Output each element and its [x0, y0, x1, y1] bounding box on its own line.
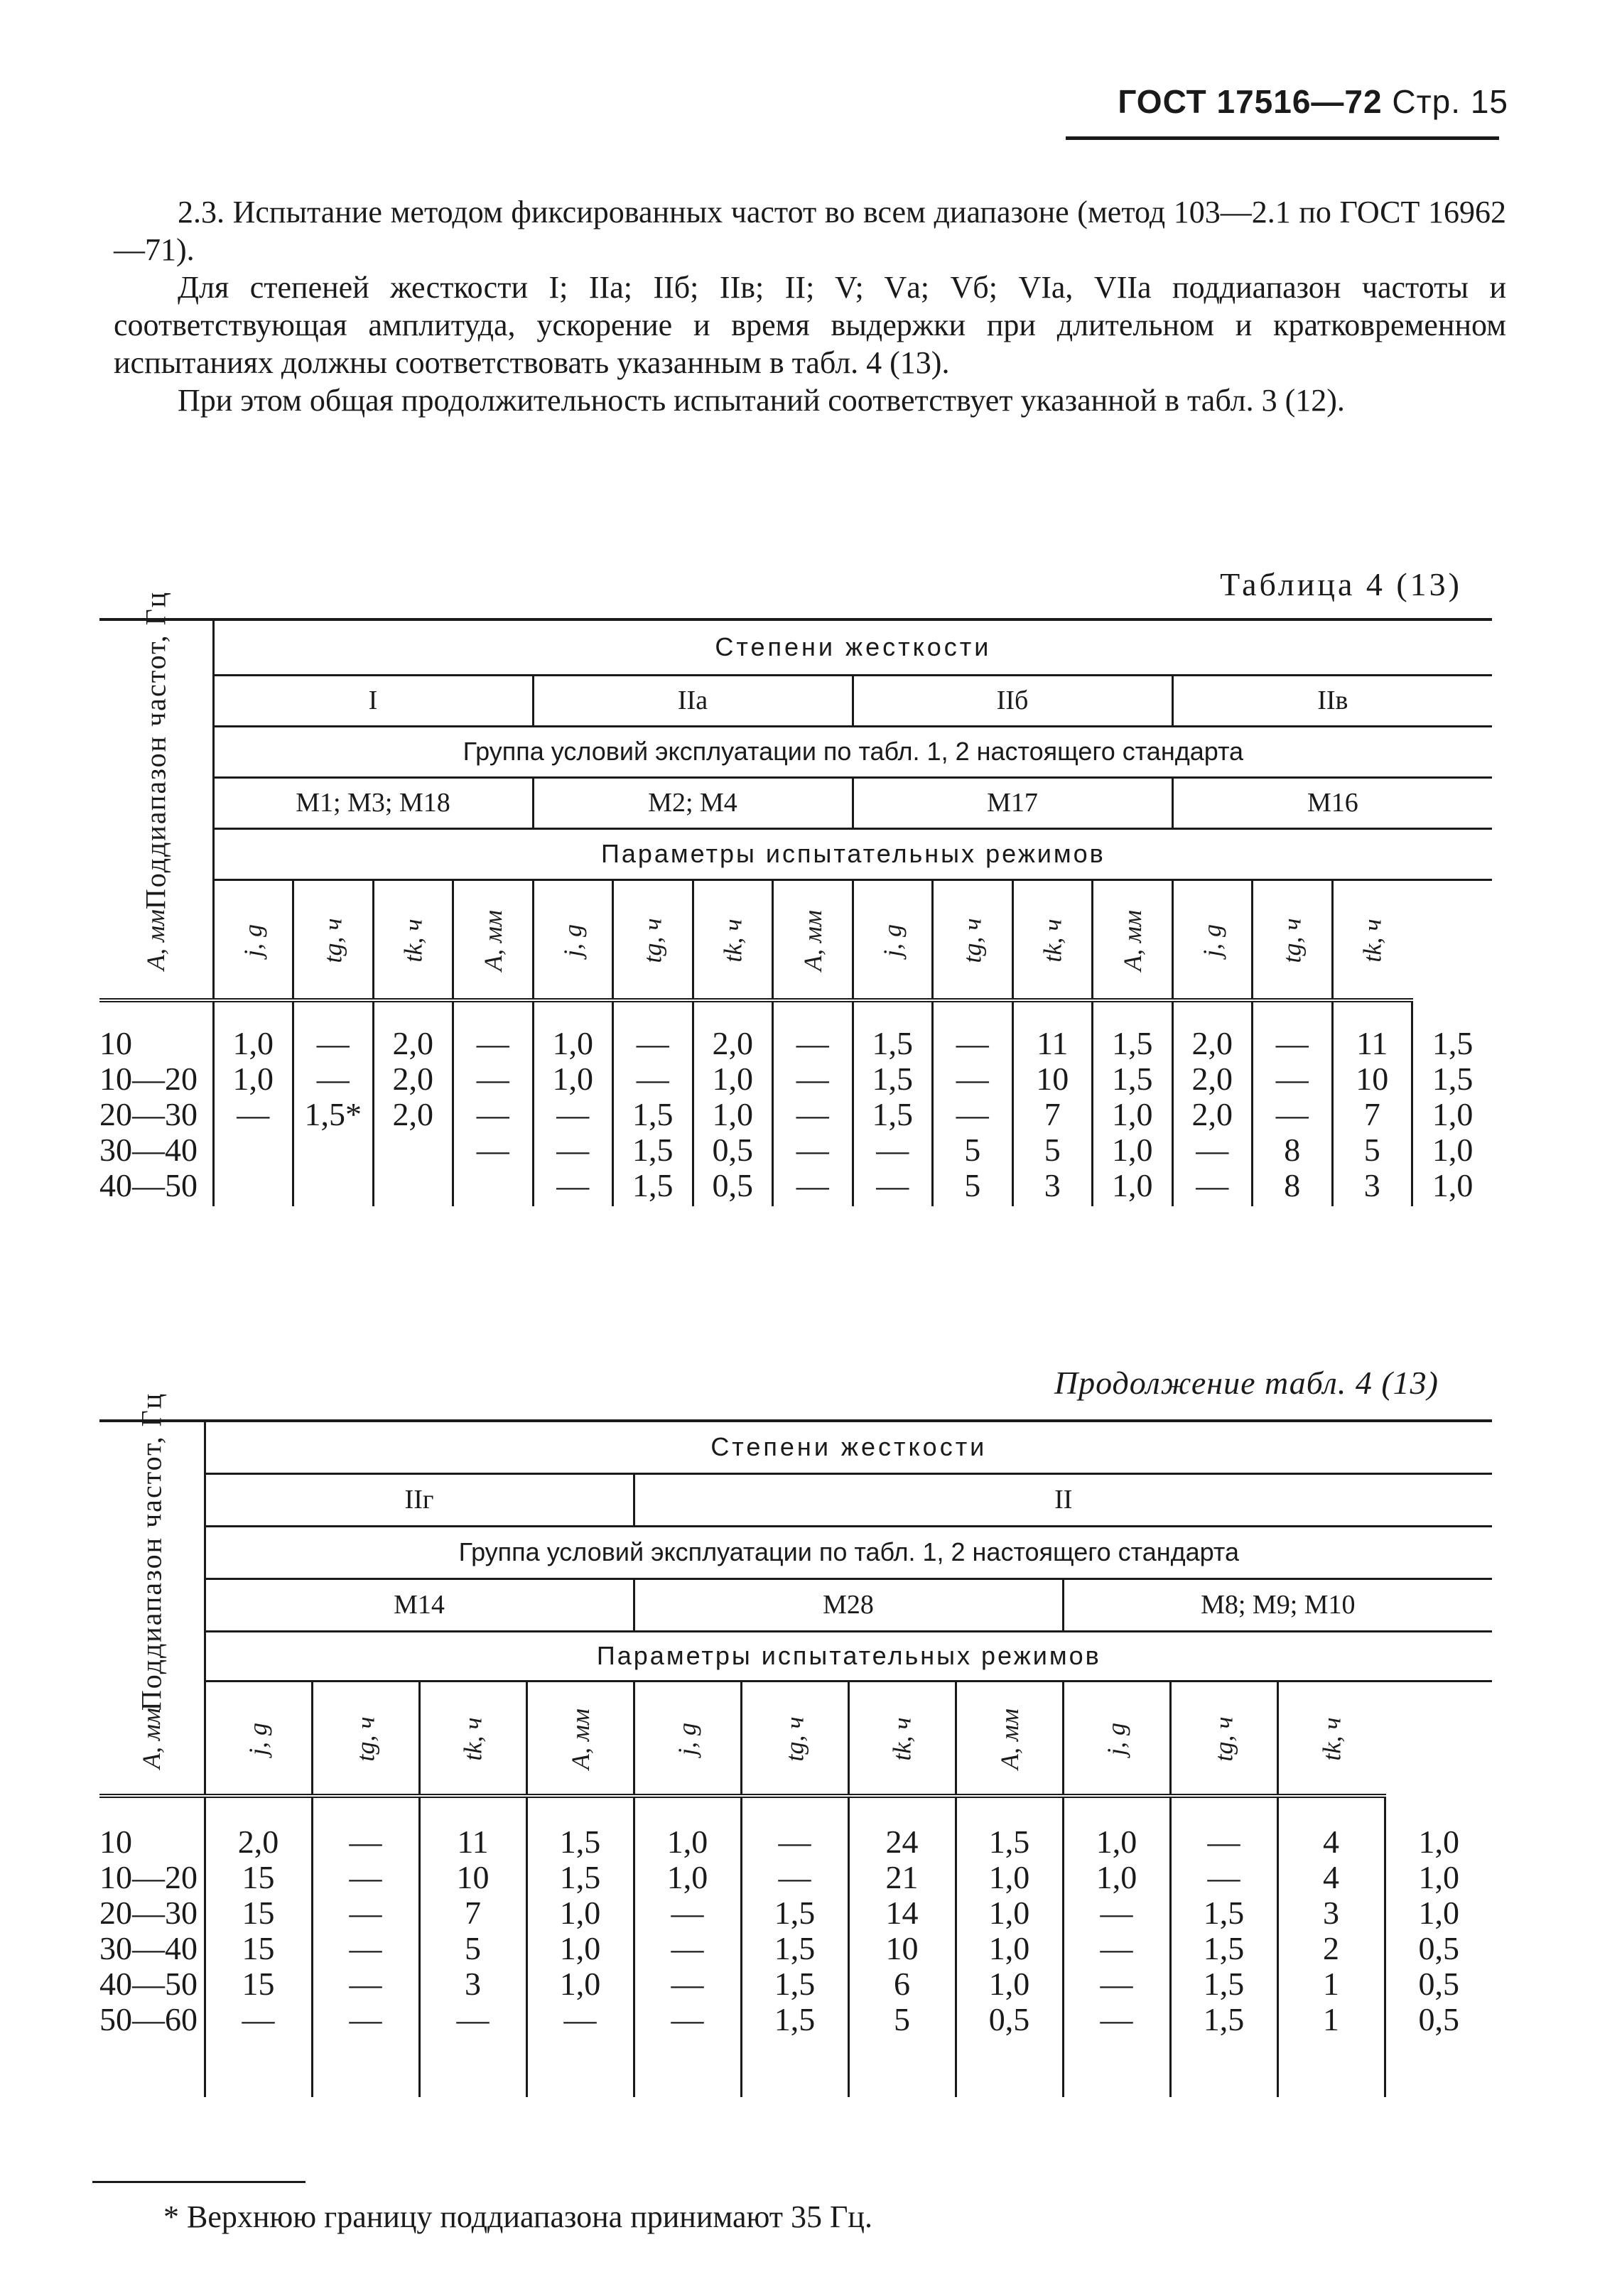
t1-value-cell: 2,0 — [693, 1026, 773, 1061]
table1-degree: IIа — [533, 675, 853, 726]
t1-value-cell: 2,0 — [373, 1026, 453, 1061]
t2-row — [99, 1895, 1492, 1931]
t2-value-cell: — — [634, 1895, 741, 1931]
t1-value-cell: 1,0 — [693, 1061, 773, 1097]
t2-value-cell: 1,5 — [526, 1860, 634, 1895]
t2-value-cell: 1,0 — [1063, 1824, 1170, 1860]
t1-value-cell: 1,5 — [613, 1168, 693, 1203]
t2-value-cell: 1,0 — [956, 1931, 1063, 1966]
t1-value-cell — [373, 1168, 453, 1203]
t1-value-cell: — — [533, 1097, 613, 1132]
t1-value-cell: — — [773, 1168, 853, 1203]
t1-value-cell: — — [453, 1061, 534, 1097]
t1-value-cell: 5 — [1332, 1132, 1412, 1168]
t1-value-cell: 0,5 — [693, 1132, 773, 1168]
t2-row — [99, 1931, 1492, 1966]
t2-value-cell: — — [1063, 2002, 1170, 2037]
t1-value-cell: — — [613, 1026, 693, 1061]
t2-value-cell: 5 — [848, 2002, 956, 2037]
t1-value-cell: 2,0 — [373, 1061, 453, 1097]
t2-value-cell: 1,5 — [956, 1824, 1063, 1860]
table2-caption: Продолжение табл. 4 (13) — [1054, 1365, 1439, 1401]
t2-value-cell: 3 — [1277, 1895, 1385, 1931]
t1-value-cell: — — [933, 1026, 1013, 1061]
t2-value-cell: — — [634, 2002, 741, 2037]
t1-value-cell: 1,0 — [1093, 1097, 1173, 1132]
t1-value-cell: 1,0 — [1093, 1168, 1173, 1203]
t1-value-cell: 1,0 — [1412, 1132, 1493, 1168]
t2-value-cell: — — [1170, 1860, 1277, 1895]
t2-value-cell: 15 — [242, 1966, 275, 2002]
t1-range-cell: 30—40 — [99, 1132, 213, 1168]
t2-value-cell: 1,5 — [741, 1931, 848, 1966]
t2-value-cell: — — [1063, 1895, 1170, 1931]
t2-value-cell: — — [741, 1824, 848, 1860]
t1-param-header: tg, ч — [293, 879, 374, 1000]
t2-param-header: tg, ч — [312, 1681, 419, 1796]
t2-row — [99, 1824, 1492, 1860]
t1-value-cell: — — [773, 1061, 853, 1097]
t2-value-cell: 1,0 — [634, 1824, 741, 1860]
t2-value-cell: — — [1063, 1966, 1170, 2002]
table1-params-label: Параметры испытательных режимов — [213, 828, 1492, 879]
t1-param-header: A, мм — [453, 879, 534, 1000]
t1-value-cell — [293, 1132, 374, 1168]
t2-param-header: tk, ч — [848, 1681, 956, 1796]
t2-value-cell: 0,5 — [1385, 1966, 1492, 2002]
t1-row — [99, 1026, 1492, 1061]
t2-param-header: tg, ч — [1170, 1681, 1277, 1796]
t2-value-cell: 1 — [1277, 1966, 1385, 2002]
t1-value-cell: 1,0 — [232, 1025, 274, 1061]
t2-value-cell: — — [634, 1931, 741, 1966]
t1-value-cell: 2,0 — [1172, 1026, 1253, 1061]
table2-groups-label: Группа условий эксплуатации по табл. 1, 2 настоящего стандарта — [205, 1526, 1492, 1578]
t1-value-cell: 1,5 — [1093, 1061, 1173, 1097]
t1-param-header: tg, ч — [933, 879, 1013, 1000]
t1-value-cell — [373, 1132, 453, 1168]
t2-value-cell: 15 — [242, 1895, 275, 1931]
t2-param-header: tg, ч — [741, 1681, 848, 1796]
t2-value-cell: 1 — [1277, 2002, 1385, 2037]
table1-degrees-label: Степени жесткости — [213, 619, 1492, 675]
t2-param-header: j, g — [205, 1681, 312, 1796]
t2-value-cell: 1,0 — [956, 1860, 1063, 1895]
t1-value-cell: 5 — [1012, 1132, 1093, 1168]
t1-value-cell: — — [1253, 1026, 1333, 1061]
t1-range-cell: 20—30 — [99, 1097, 213, 1132]
table2-group: М14 — [205, 1578, 634, 1631]
standard-number: ГОСТ 17516—72 — [1118, 83, 1383, 120]
table1-group: М17 — [853, 777, 1172, 828]
t2-range-cell: 30—40 — [99, 1931, 205, 1966]
t2-row — [99, 1966, 1492, 2002]
t2-row — [99, 2002, 1492, 2037]
t2-range-cell: 10—20 — [99, 1860, 205, 1895]
t1-param-header: tk, ч — [373, 879, 453, 1000]
paragraph-1: 2.3. Испытание методом фиксированных частот во всем диапазоне (метод 103—2.1 по ГОСТ 16962—71). — [114, 195, 1506, 267]
t2-value-cell: 1,5 — [741, 1966, 848, 2002]
t1-value-cell: — — [453, 1026, 534, 1061]
t1-value-cell: — — [773, 1026, 853, 1061]
t1-value-cell: — — [773, 1097, 853, 1132]
header-rule — [1066, 136, 1499, 140]
t2-value-cell: 1,5 — [1170, 2002, 1277, 2037]
t1-value-cell: 1,5 — [853, 1061, 933, 1097]
t2-value-cell: — — [312, 1860, 419, 1895]
t1-value-cell: 1,5* — [293, 1097, 374, 1132]
t1-value-cell: 1,0 — [1093, 1132, 1173, 1168]
table2 — [99, 1392, 1492, 2097]
t2-value-cell: 1,5 — [1170, 1895, 1277, 1931]
t1-param-header: A, мм — [1093, 879, 1173, 1000]
t2-value-cell: 15 — [242, 1859, 275, 1895]
table2-degree: IIг — [205, 1473, 634, 1526]
t2-value-cell: 1,0 — [1063, 1860, 1170, 1895]
t2-value-cell: 4 — [1277, 1860, 1385, 1895]
t1-value-cell: — — [453, 1132, 534, 1168]
t2-value-cell: 1,5 — [526, 1824, 634, 1860]
table1-group: М16 — [1172, 777, 1492, 828]
table1-group: М2; М4 — [533, 777, 853, 828]
table2-degrees-label: Степени жесткости — [205, 1421, 1492, 1473]
table1-degree: IIб — [853, 675, 1172, 726]
t2-value-cell: 4 — [1277, 1824, 1385, 1860]
t1-param-header: tk, ч — [1332, 879, 1412, 1000]
body-text — [114, 193, 1506, 419]
t2-value-cell: — — [312, 1895, 419, 1931]
t2-param-header: j, g — [1063, 1681, 1170, 1796]
t1-param-header: j, g — [1172, 879, 1253, 1000]
t1-param-header: tg, ч — [613, 879, 693, 1000]
t2-param-header: A, мм — [956, 1681, 1063, 1796]
t1-value-cell: 11 — [1332, 1026, 1412, 1061]
table1-row-header: Поддиапазон частот, Гц — [99, 619, 213, 879]
t1-row — [99, 1061, 1492, 1097]
paragraph-2: Для степеней жесткости I; IIа; IIб; IIв; II; V; Vа; Vб; VIа, VIIа поддиапазон частоты и соответствующая амплитуда, ускорение и время выдержки при длительном и кратковременном испытаниях должны соответствовать указанным в табл. 4 (13). — [114, 270, 1506, 380]
t1-value-cell: 5 — [933, 1132, 1013, 1168]
t1-param-header: tk, ч — [1012, 879, 1093, 1000]
t1-value-cell — [293, 1168, 374, 1203]
t1-value-cell: — — [853, 1168, 933, 1203]
t1-value-cell: — — [533, 1132, 613, 1168]
t2-value-cell: — — [419, 2002, 526, 2037]
t1-value-cell: 2,0 — [1172, 1061, 1253, 1097]
t1-param-header: j, g — [533, 879, 613, 1000]
t2-value-cell: 1,5 — [1170, 1931, 1277, 1966]
t1-value-cell: — — [1253, 1061, 1333, 1097]
t1-value-cell: 1,5 — [853, 1097, 933, 1132]
t1-value-cell: 1,5 — [1093, 1026, 1173, 1061]
t1-value-cell: — — [533, 1168, 613, 1203]
t2-value-cell: — — [312, 1966, 419, 2002]
t2-value-cell: 2,0 — [237, 1824, 279, 1860]
table1-group: М1; М3; М18 — [213, 777, 533, 828]
t2-param-header: tk, ч — [419, 1681, 526, 1796]
t1-range-cell: 40—50 — [99, 1168, 213, 1203]
t1-param-header: j, g — [853, 879, 933, 1000]
t2-value-cell: 1,0 — [956, 1895, 1063, 1931]
t2-row — [99, 1860, 1492, 1895]
t1-param-header: A, мм — [773, 879, 853, 1000]
t2-value-cell: — — [1063, 1931, 1170, 1966]
t2-value-cell: 1,0 — [1385, 1824, 1492, 1860]
t2-value-cell: 1,0 — [526, 1895, 634, 1931]
t2-value-cell: — — [312, 1931, 419, 1966]
page-number: Стр. 15 — [1392, 83, 1508, 120]
t1-range-cell: 10 — [99, 1026, 213, 1061]
t1-value-cell: 8 — [1253, 1168, 1333, 1203]
t2-value-cell: 1,5 — [1170, 1966, 1277, 2002]
table1-degree: IIв — [1172, 675, 1492, 726]
t2-value-cell: 0,5 — [1385, 1931, 1492, 1966]
t1-value-cell: — — [1253, 1097, 1333, 1132]
t1-value-cell — [213, 1132, 293, 1168]
t2-value-cell: 1,5 — [741, 1895, 848, 1931]
t1-value-cell: — — [773, 1132, 853, 1168]
page-header — [1118, 82, 1508, 121]
t1-value-cell: 0,5 — [693, 1168, 773, 1203]
t2-value-cell: 1,0 — [634, 1860, 741, 1895]
t1-value-cell: 3 — [1012, 1168, 1093, 1203]
footnote-rule — [92, 2181, 306, 2183]
t1-param-header: tk, ч — [693, 879, 773, 1000]
t2-value-cell: — — [1170, 1824, 1277, 1860]
t1-param-header: j, g — [213, 879, 293, 1000]
t1-value-cell: 2,0 — [1172, 1097, 1253, 1132]
t2-param-header: tk, ч — [1277, 1681, 1385, 1796]
table2-group: М28 — [634, 1578, 1063, 1631]
t2-param-header: A, мм — [99, 1681, 205, 1796]
t2-value-cell: 14 — [848, 1895, 956, 1931]
t1-value-cell: 10 — [1012, 1061, 1093, 1097]
t2-range-cell: 50—60 — [99, 2002, 205, 2037]
t1-value-cell: 11 — [1012, 1026, 1093, 1061]
table2-params-label: Параметры испытательных режимов — [205, 1631, 1492, 1681]
t1-value-cell — [213, 1168, 293, 1203]
t1-value-cell: — — [293, 1026, 374, 1061]
table2-degree: II — [634, 1473, 1492, 1526]
t2-param-header: A, мм — [526, 1681, 634, 1796]
t1-value-cell: — — [1172, 1132, 1253, 1168]
t1-value-cell: 1,0 — [533, 1061, 613, 1097]
table1-degree: I — [213, 675, 533, 726]
table2-group: М8; М9; М10 — [1063, 1578, 1492, 1631]
t1-row — [99, 1132, 1492, 1168]
t1-value-cell: — — [1172, 1168, 1253, 1203]
t1-value-cell: 2,0 — [373, 1097, 453, 1132]
t2-value-cell: 1,0 — [956, 1966, 1063, 2002]
t1-range-cell: 10—20 — [99, 1061, 213, 1097]
t2-value-cell: 10 — [419, 1860, 526, 1895]
t2-value-cell: 24 — [848, 1824, 956, 1860]
t1-value-cell: 1,0 — [1412, 1097, 1493, 1132]
t2-range-cell: 40—50 — [99, 1966, 205, 2002]
paragraph-3: При этом общая продолжительность испытаний соответствует указанной в табл. 3 (12). — [178, 383, 1345, 418]
t1-value-cell — [453, 1168, 534, 1203]
t2-param-header: j, g — [634, 1681, 741, 1796]
t2-value-cell: 1,0 — [526, 1931, 634, 1966]
t2-value-cell: — — [312, 2002, 419, 2037]
t1-value-cell: 1,0 — [693, 1097, 773, 1132]
t1-value-cell: — — [293, 1061, 374, 1097]
t2-value-cell: — — [242, 2001, 275, 2037]
t1-value-cell: 8 — [1253, 1132, 1333, 1168]
t2-value-cell: 10 — [848, 1931, 956, 1966]
t2-value-cell: 6 — [848, 1966, 956, 2002]
t2-value-cell: 1,0 — [1385, 1895, 1492, 1931]
t2-value-cell: 1,5 — [741, 2002, 848, 2037]
table2-row-header: Поддиапазон частот, Гц — [99, 1421, 205, 1681]
t2-value-cell: — — [526, 2002, 634, 2037]
t1-value-cell: 5 — [933, 1168, 1013, 1203]
t1-value-cell: 1,5 — [613, 1097, 693, 1132]
t2-value-cell: — — [312, 1824, 419, 1860]
t2-value-cell: 5 — [419, 1931, 526, 1966]
t2-value-cell: 0,5 — [956, 2002, 1063, 2037]
table1 — [99, 590, 1492, 1206]
t1-value-cell: 1,5 — [853, 1026, 933, 1061]
t1-value-cell: 7 — [1012, 1097, 1093, 1132]
t1-value-cell: 1,0 — [1412, 1168, 1493, 1203]
t1-value-cell: — — [933, 1061, 1013, 1097]
t1-value-cell: 10 — [1332, 1061, 1412, 1097]
t1-row — [99, 1168, 1492, 1203]
t2-value-cell: 1,0 — [526, 1966, 634, 2002]
t1-value-cell: 1,5 — [1412, 1026, 1493, 1061]
t2-value-cell: 7 — [419, 1895, 526, 1931]
t2-range-cell: 10 — [99, 1824, 205, 1860]
t1-param-header: tg, ч — [1253, 879, 1333, 1000]
footnote: * Верхнюю границу поддиапазона принимают 35 Гц. — [163, 2199, 872, 2234]
t1-value-cell: — — [613, 1061, 693, 1097]
t2-value-cell: 2 — [1277, 1931, 1385, 1966]
t1-value-cell: 1,0 — [533, 1026, 613, 1061]
table1-groups-label: Группа условий эксплуатации по табл. 1, 2 настоящего стандарта — [213, 726, 1492, 777]
t1-value-cell: 1,5 — [613, 1132, 693, 1168]
t1-value-cell: — — [453, 1097, 534, 1132]
t2-value-cell: 15 — [242, 1930, 275, 1966]
t2-value-cell: 0,5 — [1385, 2002, 1492, 2037]
t1-value-cell: — — [933, 1097, 1013, 1132]
t1-row — [99, 1097, 1492, 1132]
t1-value-cell: 7 — [1332, 1097, 1412, 1132]
t1-value-cell: — — [237, 1096, 270, 1132]
t2-value-cell: — — [741, 1860, 848, 1895]
t2-value-cell: 11 — [419, 1824, 526, 1860]
table1-caption: Таблица 4 (13) — [1220, 566, 1462, 602]
t1-value-cell: 1,5 — [1412, 1061, 1493, 1097]
t2-value-cell: 1,0 — [1385, 1860, 1492, 1895]
t2-value-cell: 3 — [419, 1966, 526, 2002]
t2-range-cell: 20—30 — [99, 1895, 205, 1931]
t1-param-header: A, мм — [99, 879, 213, 1000]
t1-value-cell: 3 — [1332, 1168, 1412, 1203]
t1-value-cell: — — [853, 1132, 933, 1168]
t2-value-cell: — — [634, 1966, 741, 2002]
t2-value-cell: 21 — [848, 1860, 956, 1895]
t1-value-cell: 1,0 — [232, 1061, 274, 1097]
